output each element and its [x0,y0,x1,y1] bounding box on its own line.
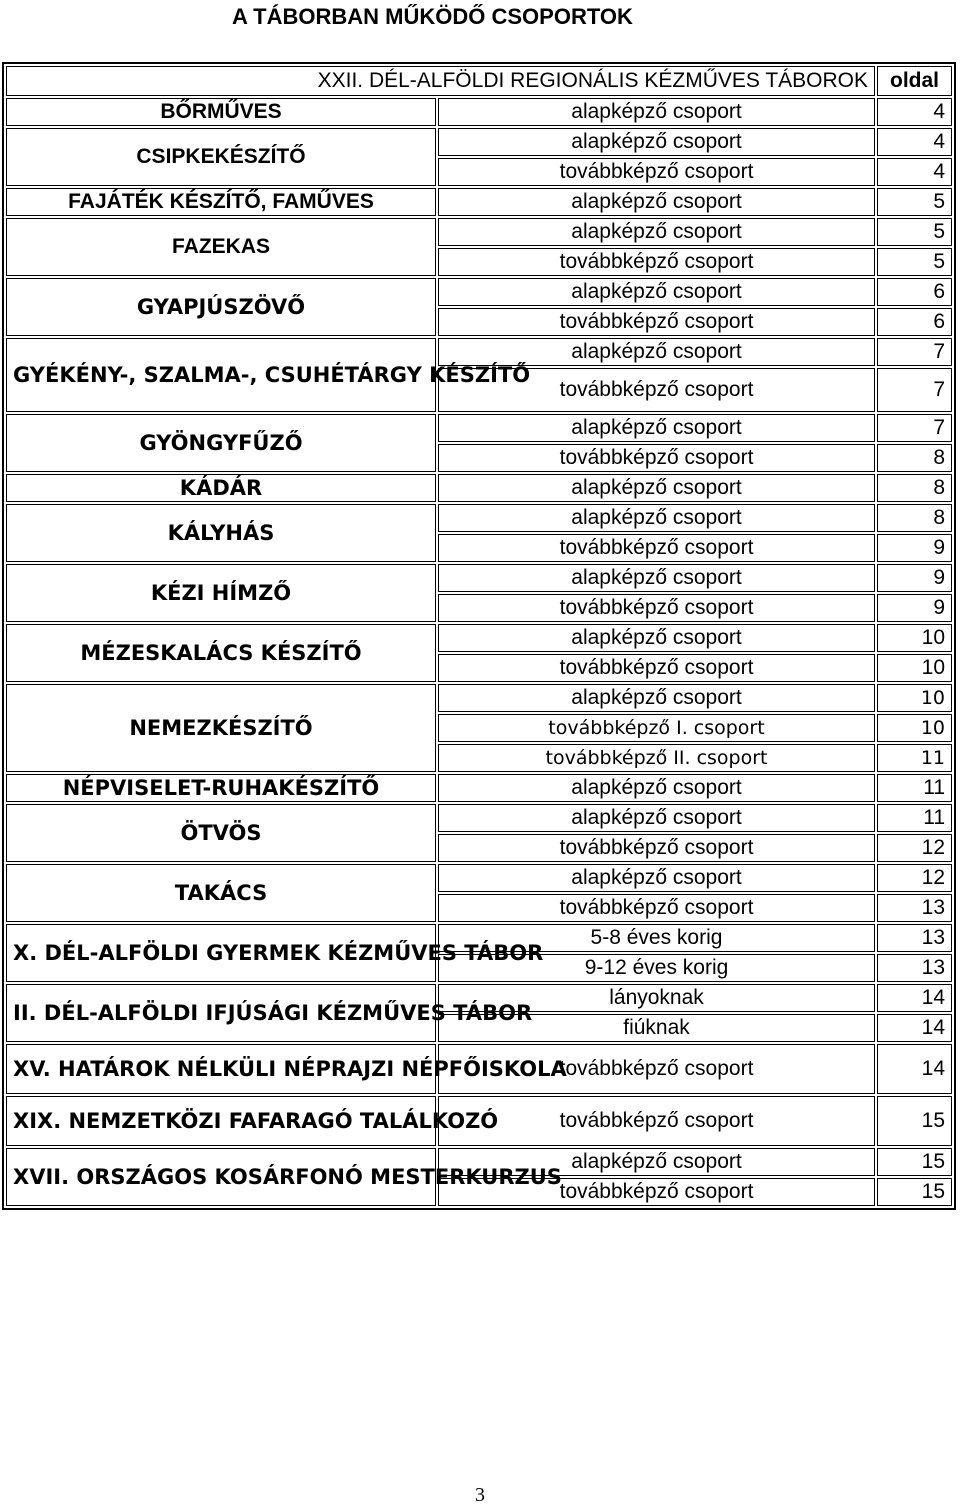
section-name: BŐRMŰVES [6,98,436,126]
section-name: X. DÉL-ALFÖLDI GYERMEK KÉZMŰVES TÁBOR [6,924,436,982]
section-name: NEMEZKÉSZÍTŐ [6,684,436,772]
page-ref: 12 [877,864,952,892]
group-name: továbbképző csoport [438,534,875,562]
table-row [6,1096,952,1146]
table-row [6,1044,952,1094]
group-name: alapképző csoport [438,188,875,216]
group-name: továbbképző csoport [438,894,875,922]
section-name: KÁDÁR [6,474,436,502]
group-name: alapképző csoport [438,804,875,832]
group-name: 5-8 éves korig [438,924,875,952]
group-name: lányoknak [438,984,875,1012]
page-ref: 13 [877,924,952,952]
group-name: továbbképző csoport [438,1178,875,1206]
group-name: alapképző csoport [438,864,875,892]
page-ref: 8 [877,504,952,532]
page-ref: 7 [877,368,952,412]
group-name: továbbképző csoport [438,654,875,682]
table-row [6,804,952,832]
section-name: CSIPKEKÉSZÍTŐ [6,128,436,186]
group-name: továbbképző csoport [438,1096,875,1146]
table-row [6,128,952,156]
workshop-groups-table [2,62,956,1210]
group-name: alapképző csoport [438,504,875,532]
section-name: MÉZESKALÁCS KÉSZÍTŐ [6,624,436,682]
page-ref: 9 [877,564,952,592]
table-row [6,278,952,306]
page-ref: 10 [877,654,952,682]
section-name: GYÖNGYFŰZŐ [6,414,436,472]
section-name: XIX. NEMZETKÖZI FAFARAGÓ TALÁLKOZÓ [6,1096,436,1146]
table-row [6,414,952,442]
table-row [6,624,952,652]
group-name: továbbképző II. csoport [438,744,875,772]
page-ref: 11 [877,774,952,802]
page-ref: 4 [877,98,952,126]
table-row [6,684,952,712]
section-name: FAZEKAS [6,218,436,276]
table-row [6,564,952,592]
group-name: alapképző csoport [438,1148,875,1176]
page-ref: 7 [877,414,952,442]
page-ref: 9 [877,594,952,622]
page-ref: 11 [877,804,952,832]
page-ref: 7 [877,338,952,366]
section-name: NÉPVISELET-RUHAKÉSZÍTŐ [6,774,436,802]
table-row [6,338,952,366]
page-ref: 6 [877,278,952,306]
section-name: KÁLYHÁS [6,504,436,562]
table-header-title: XXII. DÉL-ALFÖLDI REGIONÁLIS KÉZMŰVES TÁBOROK [6,66,875,96]
page-ref: 5 [877,218,952,246]
group-name: alapképző csoport [438,684,875,712]
page-ref: 11 [877,744,952,772]
table-header-page: oldal [877,66,952,96]
table-row [6,218,952,246]
section-name: ÖTVÖS [6,804,436,862]
page-ref: 5 [877,248,952,276]
section-name: XVII. ORSZÁGOS KOSÁRFONÓ MESTERKURZUS [6,1148,436,1206]
page-ref: 8 [877,444,952,472]
group-name: alapképző csoport [438,338,875,366]
group-name: továbbképző I. csoport [438,714,875,742]
page-title: A TÁBORBAN MŰKÖDŐ CSOPORTOK [232,4,633,29]
group-name: továbbképző csoport [438,594,875,622]
group-name: 9-12 éves korig [438,954,875,982]
page-ref: 15 [877,1148,952,1176]
section-name: FAJÁTÉK KÉSZÍTŐ, FAMŰVES [6,188,436,216]
page-ref: 5 [877,188,952,216]
group-name: továbbképző csoport [438,1044,875,1094]
table-row [6,864,952,892]
page-ref: 9 [877,534,952,562]
section-name: TAKÁCS [6,864,436,922]
table-row [6,188,952,216]
page-ref: 13 [877,894,952,922]
page-ref: 15 [877,1178,952,1206]
section-name: GYAPJÚSZÖVŐ [6,278,436,336]
group-name: alapképző csoport [438,414,875,442]
section-name: II. DÉL-ALFÖLDI IFJÚSÁGI KÉZMŰVES TÁBOR [6,984,436,1042]
page-ref: 14 [877,1044,952,1094]
group-name: alapképző csoport [438,474,875,502]
group-name: fiúknak [438,1014,875,1042]
group-name: alapképző csoport [438,218,875,246]
table-row [6,924,952,952]
page-ref: 6 [877,308,952,336]
page-ref: 14 [877,984,952,1012]
table-row [6,1148,952,1176]
section-name: KÉZI HÍMZŐ [6,564,436,622]
group-name: továbbképző csoport [438,308,875,336]
page-ref: 15 [877,1096,952,1146]
group-name: továbbképző csoport [438,158,875,186]
group-name: alapképző csoport [438,98,875,126]
group-name: továbbképző csoport [438,368,875,412]
group-name: alapképző csoport [438,278,875,306]
group-name: alapképző csoport [438,624,875,652]
page-ref: 13 [877,954,952,982]
table-row [6,984,952,1012]
group-name: továbbképző csoport [438,444,875,472]
page-ref: 14 [877,1014,952,1042]
table-row [6,98,952,126]
page-ref: 8 [877,474,952,502]
group-name: alapképző csoport [438,774,875,802]
page-ref: 4 [877,158,952,186]
page-ref: 4 [877,128,952,156]
section-name: GYÉKÉNY-, SZALMA-, CSUHÉTÁRGY KÉSZÍTŐ [6,338,436,412]
table-row [6,474,952,502]
page-ref: 10 [877,714,952,742]
group-name: alapképző csoport [438,128,875,156]
page-ref: 12 [877,834,952,862]
group-name: továbbképző csoport [438,834,875,862]
section-name: XV. HATÁROK NÉLKÜLI NÉPRAJZI NÉPFŐISKOLA [6,1044,436,1094]
group-name: továbbképző csoport [438,248,875,276]
table-header-row [6,66,952,96]
table-row [6,774,952,802]
table-row [6,504,952,532]
page-number: 3 [475,1484,485,1506]
group-name: alapképző csoport [438,564,875,592]
page-ref: 10 [877,684,952,712]
page-ref: 10 [877,624,952,652]
